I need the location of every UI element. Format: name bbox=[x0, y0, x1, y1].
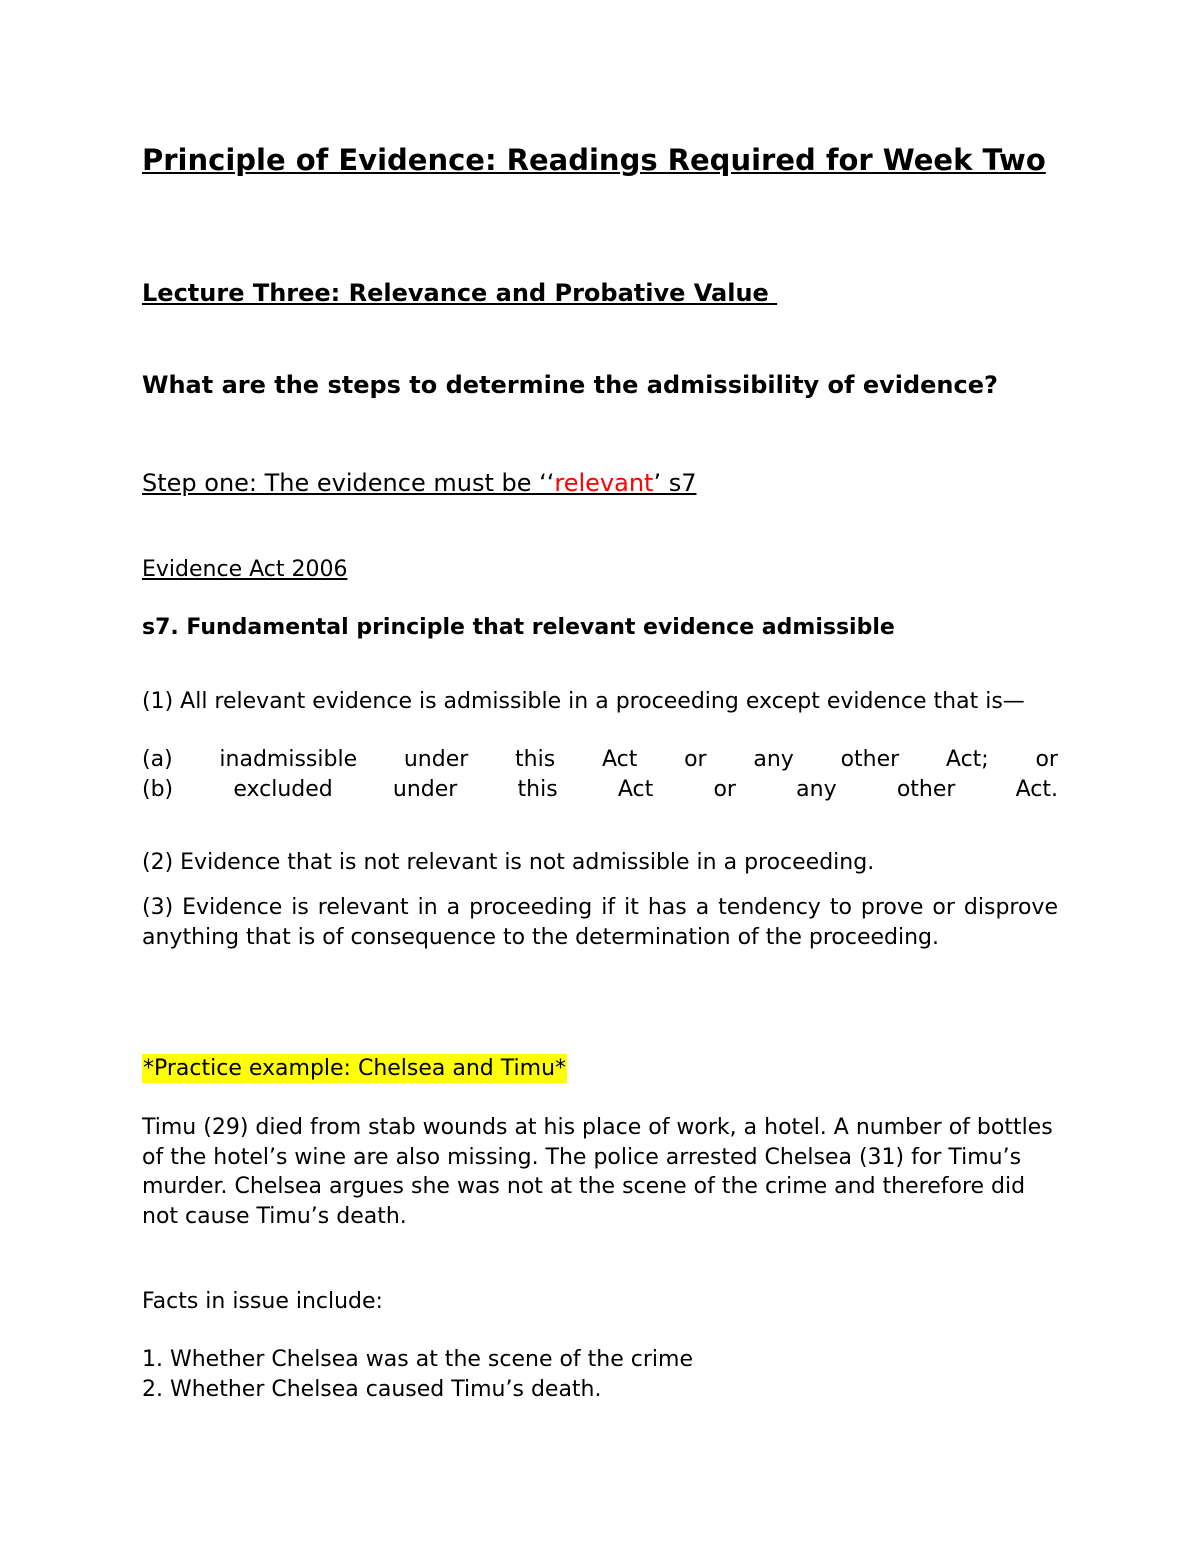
item-a-word: any bbox=[753, 747, 794, 772]
item-b-word: this bbox=[517, 777, 558, 802]
section-heading: s7. Fundamental principle that relevant evidence admissible bbox=[142, 615, 895, 640]
item-b-word: Act. bbox=[1015, 777, 1058, 802]
practice-example-text: Timu (29) died from stab wounds at his place of work, a hotel. A number of bottles of the hotel’s wine are also missing. The police arrested Chelsea (31) for Timu’s murder. Chelsea argues she was not at the scene of the crime and therefore did not cause Timu’s death. bbox=[142, 1115, 1053, 1229]
item-b-word: or bbox=[713, 777, 736, 802]
question-heading: What are the steps to determine the admissibility of evidence? bbox=[142, 371, 998, 399]
subsection-2: (2) Evidence that is not relevant is not admissible in a proceeding. bbox=[142, 850, 875, 875]
item-a-word: other bbox=[840, 747, 900, 772]
practice-example-heading: *Practice example: Chelsea and Timu* bbox=[143, 1056, 567, 1081]
item-b-word: Act bbox=[617, 777, 654, 802]
item-b-word: (b) bbox=[142, 777, 174, 802]
step-one-heading bbox=[142, 467, 696, 499]
subsection-1-item-b bbox=[142, 775, 1058, 805]
relevant-keyword: relevant bbox=[554, 469, 654, 497]
item-b-word: other bbox=[896, 777, 956, 802]
subsection-3: (3) Evidence is relevant in a proceeding if it has a tendency to prove or disprove anything that is of consequence to the determination of the proceeding. bbox=[142, 895, 1058, 950]
lecture-heading: Lecture Three: Relevance and Probative Value bbox=[142, 279, 778, 307]
item-a-word: Act bbox=[601, 747, 638, 772]
subsection-1: (1) All relevant evidence is admissible in a proceeding except evidence that is— bbox=[142, 689, 1025, 714]
fact-item: 1. Whether Chelsea was at the scene of the crime bbox=[142, 1347, 693, 1372]
item-b-word: excluded bbox=[233, 777, 333, 802]
item-a-word: inadmissible bbox=[219, 747, 358, 772]
item-a-word: or bbox=[1035, 747, 1058, 772]
document-title: Principle of Evidence: Readings Required for Week Two bbox=[142, 143, 1046, 177]
step-one-prefix: Step one: The evidence must be ‘‘ bbox=[142, 469, 555, 497]
item-a-word: this bbox=[515, 747, 556, 772]
step-one-suffix: ’ s7 bbox=[653, 469, 697, 497]
act-name: Evidence Act 2006 bbox=[142, 557, 348, 582]
item-b-word: any bbox=[796, 777, 837, 802]
item-a-word: under bbox=[403, 747, 469, 772]
item-a-word: (a) bbox=[142, 747, 173, 772]
item-a-word: Act; bbox=[945, 747, 989, 772]
facts-heading: Facts in issue include: bbox=[142, 1289, 383, 1314]
item-b-word: under bbox=[392, 777, 458, 802]
subsection-1-item-a bbox=[142, 745, 1058, 775]
item-a-word: or bbox=[684, 747, 707, 772]
fact-item: 2. Whether Chelsea caused Timu’s death. bbox=[142, 1377, 602, 1402]
